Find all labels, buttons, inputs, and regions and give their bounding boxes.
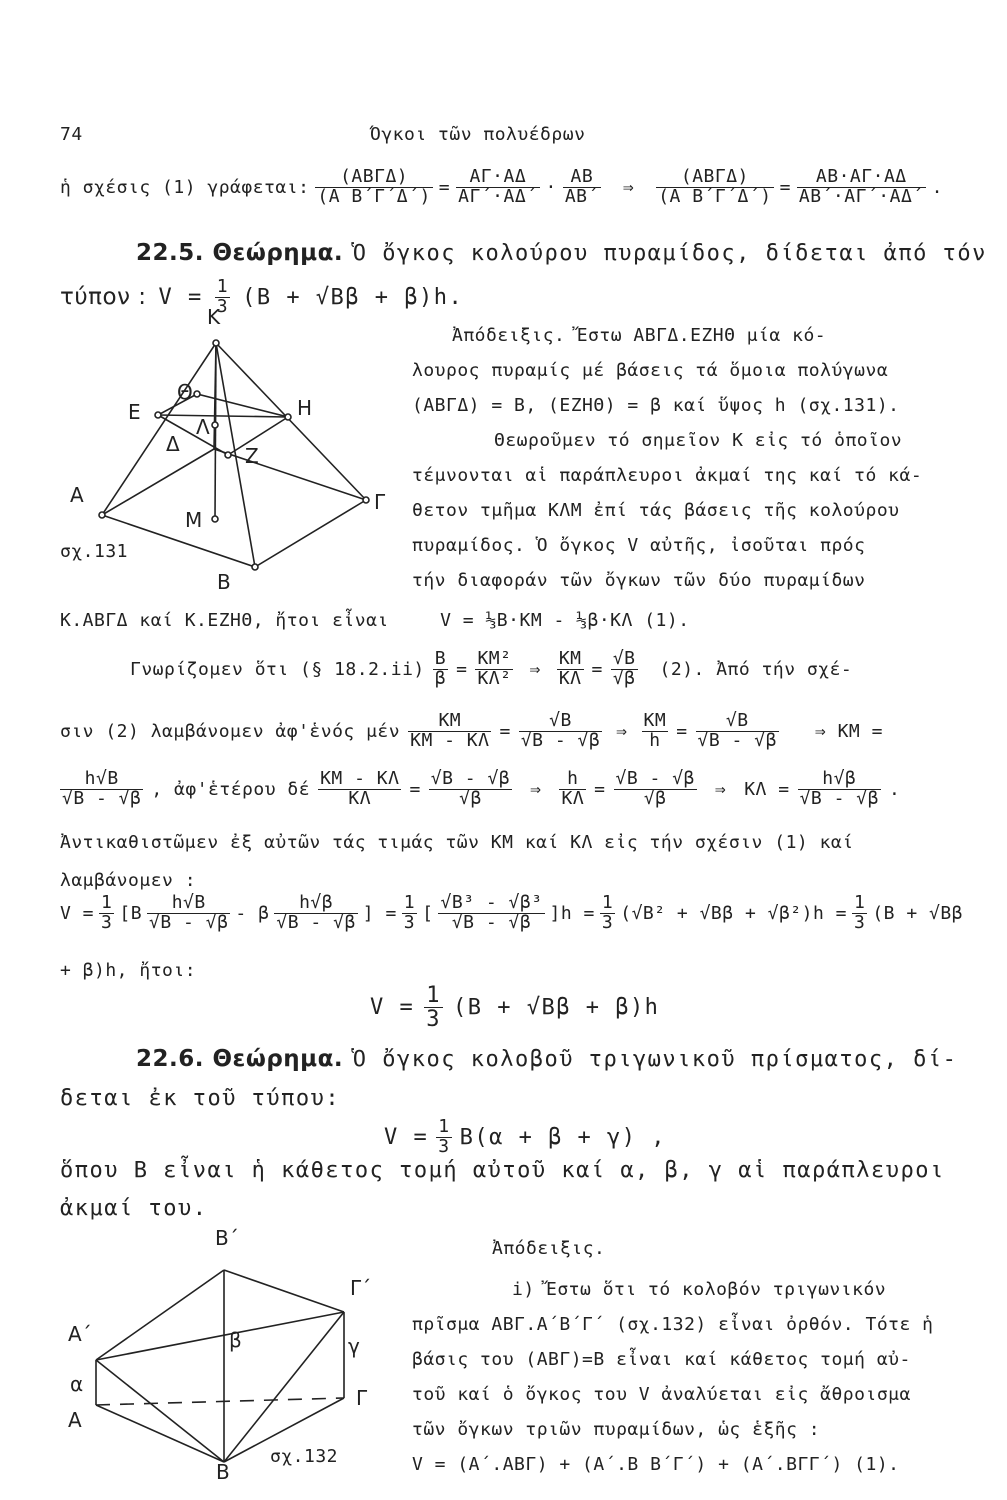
proof-226-block	[412, 1272, 934, 1482]
proof-226-line: V = (Α΄.ΑΒΓ) + (Α΄.Β Β΄Γ΄) + (Α΄.ΒΓΓ΄) (1).	[412, 1454, 900, 1475]
frac-3: $\frac{AB}{AB΄}$	[564, 166, 599, 207]
theorem-225-text2: τύπον :	[60, 284, 147, 311]
proof-225-line: Ἀπόδειξις. Ἔστω ΑΒΓΔ.ΕΖΗΘ μία κό-	[452, 325, 827, 346]
fig132-label-g1: Γ΄	[350, 1276, 372, 1300]
frac-4: $\frac{\text{(ΑΒΓΔ)}}{\text{(Α Β΄Γ΄Δ΄)}}$	[658, 166, 772, 207]
proof-225-line: λουρος πυραμίς μέ βάσεις τά ὅμοια πολύγωνα	[412, 360, 889, 381]
theorem-225-text1: Ὁ ὄγκος κολούρου πυραμίδος, δίδεται ἀπό τόν	[352, 241, 987, 266]
fig131-caption: σχ.131	[60, 541, 129, 562]
proof-226-line: τῶν ὄγκων τριῶν πυραμίδων, ὡς ἑξῆς :	[412, 1419, 821, 1440]
proof-226-line: τοῦ καί ὁ ὄγκος του V ἀναλύεται εἰς ἄθροισμα	[412, 1384, 911, 1405]
proof-225-line: τέμνονται αἱ παράπλευροι ἀκμαί της καί τό κά-	[412, 465, 923, 486]
frac-third: $\frac{1}{3}$	[216, 276, 229, 317]
fig131-base-back	[102, 449, 214, 515]
proof-226-line: πρῖσμα ΑΒΓ.Α΄Β΄Γ΄ (σχ.132) εἶναι ὀρθόν. Τότε ἡ	[412, 1314, 934, 1335]
proof-225-line16: + β)h, ἤτοι:	[60, 960, 197, 981]
fig132-caption: σχ.132	[270, 1446, 339, 1467]
proof-225-line10: Γνωρίζομεν ὅτι (§ 18.2.ii) $\frac{B}{\beta}$ = $\frac{\text{ΚΜ²}}{\text{ΚΛ²}}$ ⇒ $\frac{KM}{K\Lambda}$ = $\frac{√B}{√\beta}$ (2). Ἀπό τήν σχέ-	[130, 648, 853, 689]
eq-1: V = ⅓Β·ΚΜ - ⅓β·ΚΛ (1).	[440, 610, 690, 631]
fig131-label-e: Ε	[128, 400, 141, 424]
frac-1: $\frac{\text{(ΑΒΓΔ)}}{\text{(Α Β΄Γ΄Δ΄)}}$	[317, 166, 431, 207]
eq-top-lead: ἡ σχέσις (1) γράφεται:	[60, 176, 310, 198]
proof-225-line9: Κ.ΑΒΓΔ καί Κ.ΕΖΗΘ, ἤτοι εἶναι V = ⅓Β·ΚΜ - ⅓β·ΚΛ (1).	[60, 610, 690, 631]
proof-225-line: Θεωροῦμεν τό σημεῖον Κ εἰς τό ὁποῖον	[494, 430, 903, 451]
running-title: Όγκοι τῶν πολυέδρων	[370, 124, 586, 145]
fig132-label-beta: β	[229, 1328, 242, 1352]
proof-225-block	[412, 318, 923, 598]
theorem-226-text2: δεται ἐκ τοῦ τύπου:	[60, 1086, 341, 1111]
fig132-label-a: Α	[68, 1408, 82, 1432]
theorem-226-text3: ὅπου Β εἶναι ἡ κάθετος τομή αὐτοῦ καί α, β, γ αἱ παράπλευροι	[60, 1158, 945, 1183]
formula-225: (Β + √Ββ + β)h.	[242, 284, 464, 310]
fig132-label-g: Γ	[356, 1386, 368, 1410]
fig131-label-k: Κ	[207, 305, 221, 329]
fig132-label-a1: Α΄	[68, 1322, 92, 1346]
proof-225-line: θετον τμῆμα ΚΛΜ ἐπί τάς βάσεις τῆς κολούρου	[412, 500, 900, 521]
final-formula-225: V = $\frac{1}{3}$ (Β + √Ββ + β)h	[370, 983, 660, 1033]
eq-top: ἡ σχέσις (1) γράφεται: $\frac{\text{(ΑΒΓΔ)}}{\text{(Α Β΄Γ΄Δ΄)}}$ = $\frac{A\Gamma\cdot A\Delta}{A\Gamma΄\cdot A\Delta΄}$ · $\frac{AB}{AB΄}$ ⇒ $\frac{\text{(ΑΒΓΔ)}}{\text{(Α Β΄Γ΄Δ΄)}}$ = $\frac{AB\cdot A\Gamma\cdot A\Delta}{AB΄\cdot A\Gamma΄\cdot A\Delta΄}$ .	[60, 166, 943, 207]
fig131-label-b: Β	[217, 570, 231, 594]
proof-226-heading: Ἀπόδειξις.	[492, 1238, 606, 1259]
proof-226-line: i) Ἔστω ὅτι τό κολοβόν τριγωνικόν	[512, 1279, 887, 1300]
frac-5: $\frac{AB\cdot A\Gamma\cdot A\Delta}{AB΄\cdot A\Gamma΄\cdot A\Delta΄}$	[798, 166, 924, 207]
theorem-226-heading: 22.6. Θεώρημα.	[136, 1046, 344, 1072]
fig131-label-m: Μ	[185, 508, 203, 532]
formula-v: V =	[158, 284, 203, 310]
theorem-226-text1: Ὁ ὄγκος κολοβοῦ τριγωνικοῦ πρίσματος, δί-	[352, 1047, 958, 1072]
fig131-label-h: Η	[297, 396, 313, 420]
proof-225-line12: $\frac{h√B}{√B - √\beta}$ , ἀφ'ἑτέρου δέ $\frac{KM - K\Lambda}{K\Lambda}$ = $\frac{√B - √\beta}{√\beta}$ ⇒ $\frac{h}{K\Lambda}$ = $\frac{√B - √\beta}{√\beta}$ ⇒ ΚΛ = $\frac{h√\beta}{√B - √\beta}$ .	[62, 768, 901, 809]
fig131-label-a: Α	[70, 483, 84, 507]
fig131-label-delta: Δ	[166, 432, 180, 456]
theorem-225-line1	[136, 240, 987, 266]
fig131-base-front	[102, 500, 366, 567]
proof-225-line11: σιν (2) λαμβάνομεν ἀφ'ἑνός μέν $\frac{KM}{KM - K\Lambda}$ = $\frac{√B}{√B - √\beta}$ ⇒ $\frac{KM}{h}$ = $\frac{√B}{√B - √\beta}$ ⇒ ΚΜ =	[60, 710, 883, 751]
formula-226: V = $\frac{1}{3}$ Β(α + β + γ) ,	[384, 1116, 667, 1157]
fig131-label-theta: Θ	[177, 380, 193, 404]
proof-225-line14: λαμβάνομεν :	[60, 870, 197, 891]
proof-225-line: τήν διαφοράν τῶν ὄγκων τῶν δύο πυραμίδων	[412, 570, 866, 591]
fig132-label-b: Β	[216, 1460, 230, 1484]
theorem-225-heading: 22.5. Θεώρημα.	[136, 240, 344, 266]
theorem-226-line1	[136, 1046, 957, 1072]
fig132-label-b1: Β΄	[215, 1226, 239, 1250]
proof-225-line: πυραμίδος. Ὁ ὄγκος V αὐτῆς, ἰσοῦται πρός	[412, 535, 866, 556]
frac-2: $\frac{A\Gamma\cdot A\Delta}{A\Gamma΄\cdot A\Delta΄}$	[458, 166, 538, 207]
theorem-226-text4: ἀκμαί του.	[60, 1196, 208, 1221]
figure-132	[80, 1250, 390, 1490]
page-number: 74	[60, 124, 83, 145]
proof-225-line13: Ἀντικαθιστῶμεν ἐξ αὐτῶν τάς τιμάς τῶν ΚΜ καί ΚΛ εἰς τήν σχέσιν (1) καί	[60, 832, 854, 853]
proof-225-line15: V = $\frac{1}{3}$ [Β $\frac{h√B}{√B - √\beta}$ - β $\frac{h√\beta}{√B - √\beta}$ ] = $\frac{1}{3}$ [ $\frac{\text{√Β³ - √β³}}{√B - √\beta}$ ]h = $\frac{1}{3}$ (√Β² + √Ββ + √β²)h = $\frac{1}{3}$ (Β + √Ββ	[60, 892, 964, 933]
fig131-label-z: Ζ	[245, 444, 259, 468]
proof-226-line: βάσις του (ΑΒΓ)=Β εἶναι καί κάθετος τομή αὐ-	[412, 1349, 911, 1370]
proof-225-line: (ΑΒΓΔ) = Β, (ΕΖΗΘ) = β καί ὕψος h (σχ.131).	[412, 395, 900, 416]
fig132-label-gamma: γ	[348, 1334, 360, 1358]
fig131-label-gamma: Γ	[374, 490, 386, 514]
fig132-label-alpha: α	[70, 1372, 84, 1396]
fig131-height	[215, 343, 216, 519]
fig131-label-lambda: Λ	[196, 415, 210, 439]
